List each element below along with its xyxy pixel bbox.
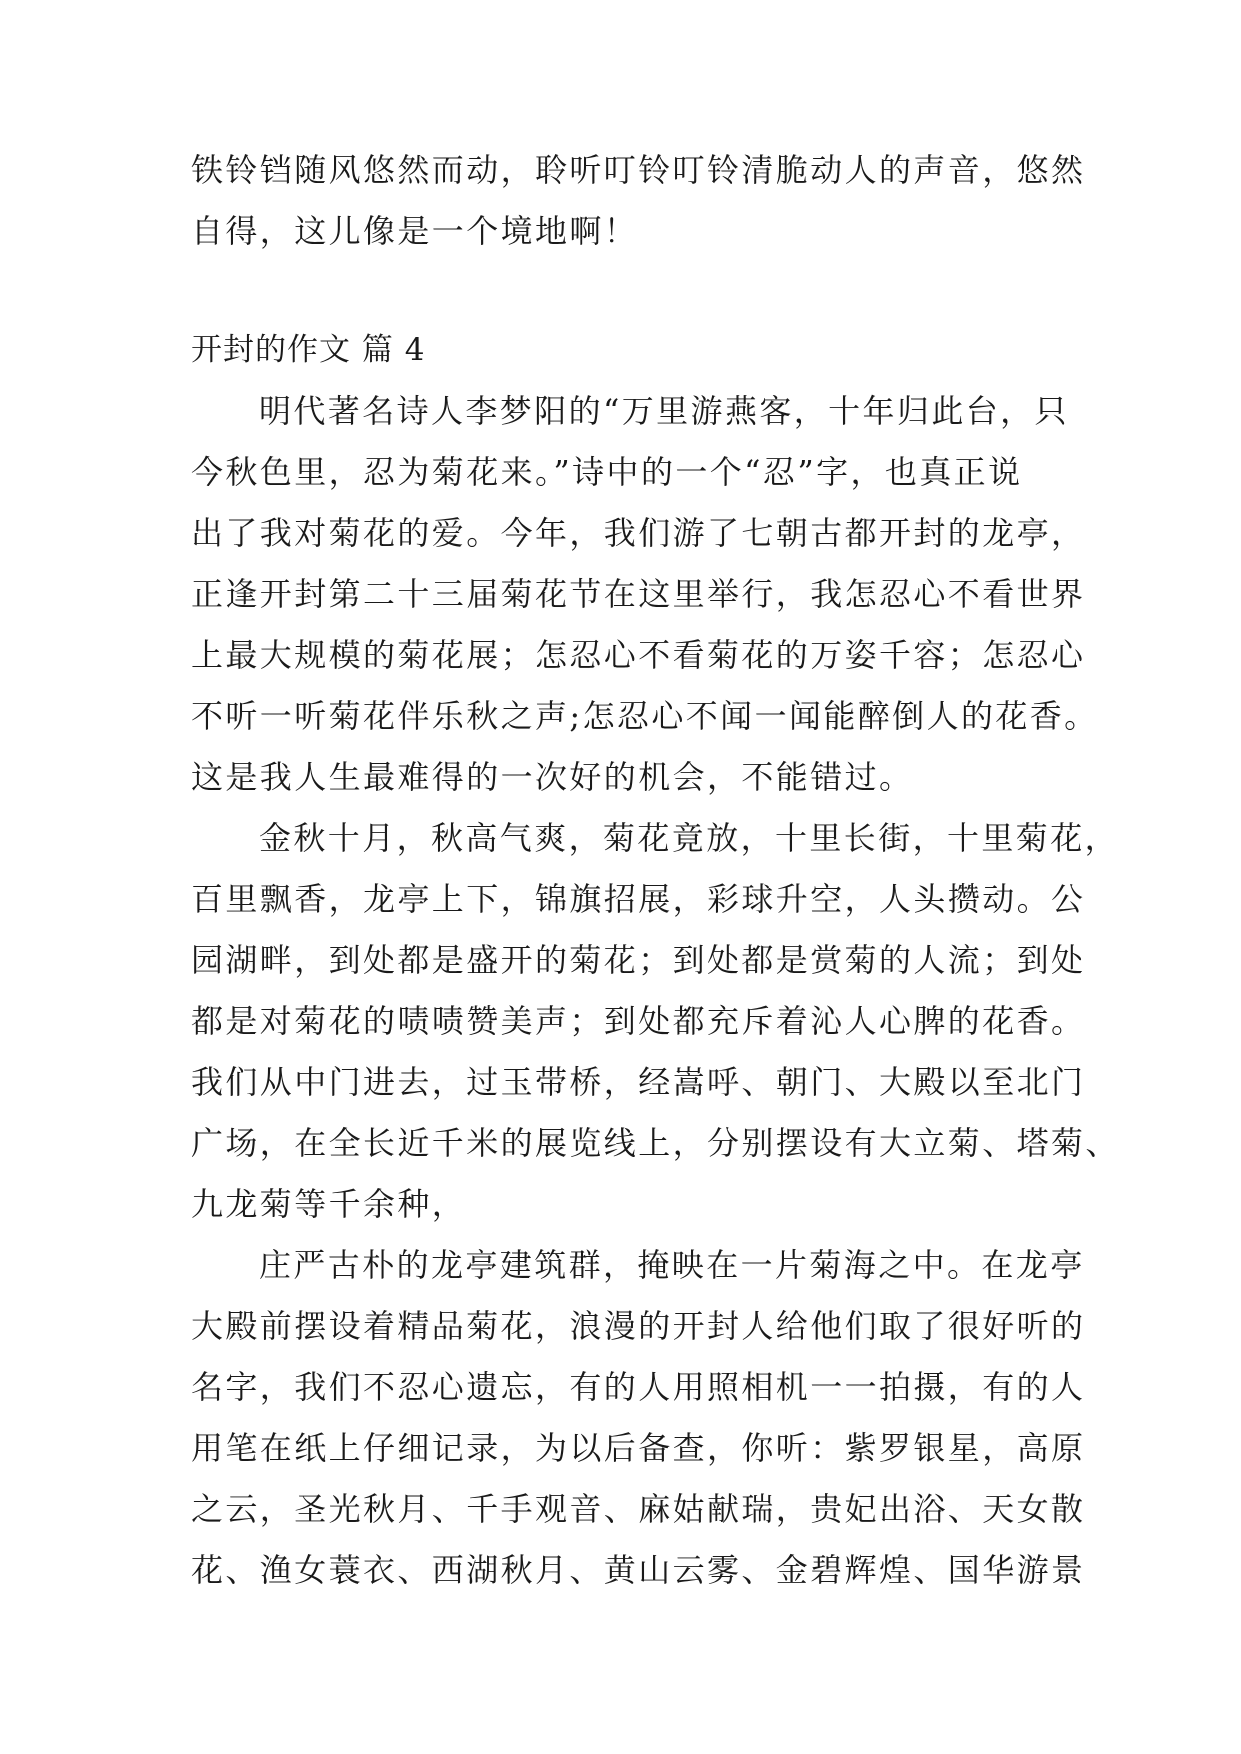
paragraph-2 (191, 808, 1120, 1235)
text-line: 上最大规模的菊花展；怎忍心不看菊花的万姿千容；怎忍心 (191, 636, 1086, 674)
text-line: 金秋十月，秋高气爽，菊花竟放，十里长街，十里菊花， (259, 819, 1120, 857)
text-line: 广场，在全长近千米的展览线上，分别摆设有大立菊、塔菊、 (191, 1124, 1120, 1162)
text-line: 百里飘香，龙亭上下，锦旗招展，彩球升空，人头攒动。公 (191, 880, 1086, 918)
text-line: 今秋色里，忍为菊花来。”诗中的一个“忍”字，也真正说 (191, 453, 1023, 491)
text-line: 自得，这儿像是一个境地啊！ (191, 212, 639, 250)
text-line: 不听一听菊花伴乐秋之声;怎忍心不闻一闻能醉倒人的花香。 (191, 697, 1099, 735)
paragraph-3 (191, 1235, 1086, 1601)
text-line: 大殿前摆设着精品菊花，浪漫的开封人给他们取了很好听的 (191, 1307, 1086, 1345)
paragraph-1 (191, 381, 1099, 808)
text-line: 明代著名诗人李梦阳的“万里游燕客，十年归此台，只 (259, 392, 1069, 430)
continuation-paragraph (191, 140, 1086, 262)
text-line: 花、渔女蓑衣、西湖秋月、黄山云雾、金碧辉煌、国华游景 (191, 1551, 1086, 1589)
text-line: 九龙菊等千余种， (191, 1185, 467, 1223)
text-line: 出了我对菊花的爱。今年，我们游了七朝古都开封的龙亭， (191, 514, 1086, 552)
text-line: 庄严古朴的龙亭建筑群，掩映在一片菊海之中。在龙亭 (259, 1246, 1085, 1284)
text-line: 之云，圣光秋月、千手观音、麻姑献瑞，贵妃出浴、天女散 (191, 1490, 1086, 1528)
text-line: 用笔在纸上仔细记录，为以后备查，你听：紫罗银星，高原 (191, 1429, 1086, 1467)
text-line: 铁铃铛随风悠然而动，聆听叮铃叮铃清脆动人的声音，悠然 (191, 151, 1086, 189)
section-heading: 开封的作文 篇 4 (191, 332, 426, 368)
text-line: 我们从中门进去，过玉带桥，经嵩呼、朝门、大殿以至北门 (191, 1063, 1086, 1101)
document-body (191, 140, 1120, 1601)
text-line: 名字，我们不忍心遗忘，有的人用照相机一一拍摄，有的人 (191, 1368, 1086, 1406)
text-line: 正逢开封第二十三届菊花节在这里举行，我怎忍心不看世界 (191, 575, 1086, 613)
text-line: 园湖畔，到处都是盛开的菊花；到处都是赏菊的人流；到处 (191, 941, 1086, 979)
text-line: 都是对菊花的啧啧赞美声；到处都充斥着沁人心脾的花香。 (191, 1002, 1086, 1040)
text-line: 这是我人生最难得的一次好的机会，不能错过。 (191, 758, 914, 796)
